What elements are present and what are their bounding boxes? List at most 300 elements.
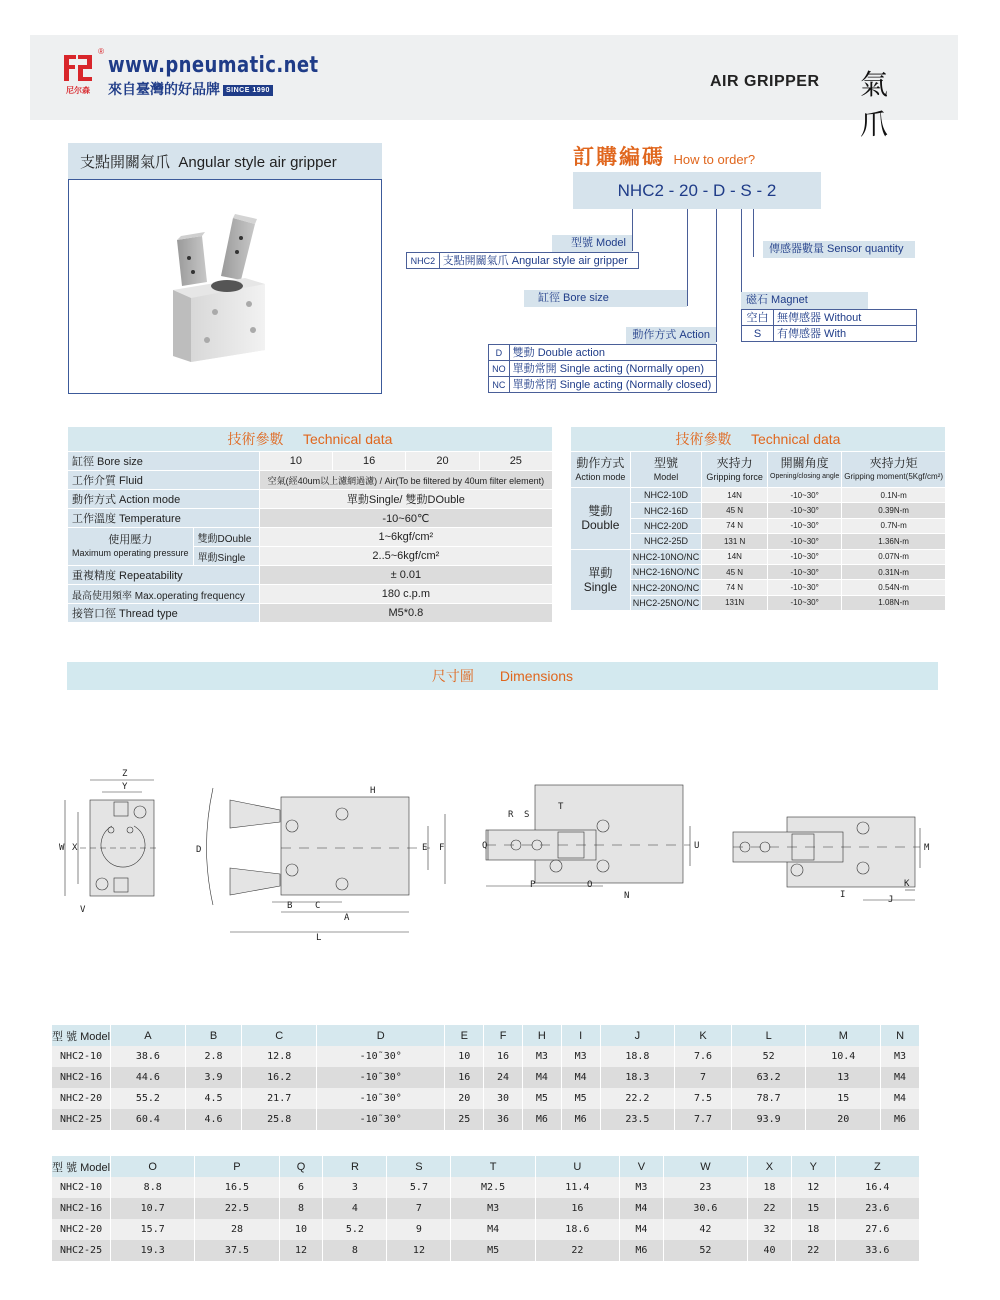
force-cell: 45 N [702, 503, 768, 518]
value-cell: 22 [535, 1240, 619, 1261]
column-header: K [675, 1025, 732, 1046]
connector-line [687, 209, 688, 306]
magnet-key: S [742, 326, 774, 342]
value-cell: 4.5 [185, 1088, 242, 1109]
value-cell: 37.5 [195, 1240, 279, 1261]
value-cell: 7 [675, 1067, 732, 1088]
action-group [571, 549, 631, 611]
pressure-double-label: 雙動DOuble [193, 528, 259, 547]
tech-row [68, 490, 553, 509]
col-cn: 夾持力 [716, 455, 753, 470]
angle-cell: -10~30° [768, 549, 842, 564]
tech2-title-cn: 技術參數 [675, 431, 732, 447]
col-en: Gripping moment(5Kgf/cm²) [844, 471, 943, 481]
column-header: R [323, 1156, 387, 1177]
value-cell: 2.8 [185, 1046, 242, 1067]
col-cn: 型號 [653, 455, 678, 470]
value-cell: M3 [561, 1046, 600, 1067]
pressure-label [68, 528, 194, 566]
value-cell: 10.7 [111, 1198, 195, 1219]
value-cell: M5 [522, 1088, 561, 1109]
value-cell: 52 [731, 1046, 806, 1067]
tech-data-table [67, 426, 553, 623]
pressure-row [68, 528, 553, 547]
bore-tag: 缸徑 Bore size [524, 290, 687, 307]
sensor-tag: 傳感器數量 Sensor quantity [763, 241, 915, 258]
tech-value: -10~60℃ [259, 509, 552, 528]
value-cell: 44.6 [111, 1067, 186, 1088]
angle-cell: -10~30° [768, 580, 842, 595]
table-row [52, 1177, 920, 1198]
value-cell: 25.8 [242, 1109, 317, 1130]
value-cell: M5 [451, 1240, 535, 1261]
column-header: A [111, 1025, 186, 1046]
col-action [571, 452, 631, 488]
product-title-en: Angular style air gripper [178, 154, 337, 171]
drawing-label-a: A [344, 913, 350, 923]
value-cell: M4 [561, 1067, 600, 1088]
column-header: I [561, 1025, 600, 1046]
value-cell: 3 [323, 1177, 387, 1198]
column-header: D [317, 1025, 445, 1046]
tech2-title-row [571, 427, 946, 452]
drawing-label-f: F [439, 843, 445, 853]
tech-row [68, 471, 553, 490]
bore-value: 25 [479, 452, 552, 471]
value-cell: 93.9 [731, 1109, 806, 1130]
bore-value: 10 [259, 452, 332, 471]
value-cell: M6 [881, 1109, 920, 1130]
drawing-label-r: R [508, 810, 514, 820]
angle-cell: -10~30° [768, 518, 842, 533]
table-row [52, 1109, 920, 1130]
action-key: D [489, 345, 510, 361]
drawing-label-d: D [196, 845, 202, 855]
drawing-label-s: S [524, 810, 530, 820]
slogan-text: 來自臺灣的好品牌 [108, 81, 220, 97]
col-cn: 動作方式 [576, 455, 625, 470]
column-header: N [881, 1025, 920, 1046]
model-cell: NHC2-16 [52, 1198, 111, 1219]
value-cell: 42 [663, 1219, 747, 1240]
column-header: O [111, 1156, 195, 1177]
pressure-single-value: 2..5~6kgf/cm² [259, 547, 552, 566]
column-header: V [619, 1156, 663, 1177]
dim-table-header [52, 1025, 920, 1046]
column-header: C [242, 1025, 317, 1046]
drawing-label-m: M [924, 843, 930, 853]
col-cn: 開關角度 [780, 455, 829, 470]
value-cell: -10˜30° [317, 1046, 445, 1067]
value-cell: M6 [561, 1109, 600, 1130]
tech-title-cn: 技術參數 [227, 431, 284, 447]
connector-line [753, 209, 754, 257]
dimensions-title-en: Dimensions [499, 668, 574, 684]
column-header: Q [279, 1156, 323, 1177]
value-cell: 18.8 [600, 1046, 675, 1067]
group-en: Single [583, 579, 618, 594]
model-cell: NHC2-16D [630, 503, 702, 518]
moment-cell: 0.07N-m [842, 549, 946, 564]
action-group [571, 488, 631, 550]
value-cell: 16 [445, 1067, 484, 1088]
product-title [68, 143, 382, 179]
col-en: Action mode [575, 471, 626, 482]
value-cell: 18 [748, 1177, 792, 1198]
moment-cell: 0.54N-m [842, 580, 946, 595]
value-cell: 13 [806, 1067, 881, 1088]
angle-cell: -10~30° [768, 595, 842, 610]
column-header: U [535, 1156, 619, 1177]
tech-value: 空氣(經40um以上濾網過濾) / Air(To be filtered by 40um filter element) [259, 471, 552, 490]
header-title-cn: 氣爪 [860, 69, 911, 140]
action-row [489, 377, 717, 393]
order-title [573, 141, 755, 171]
tech-value: M5*0.8 [259, 604, 552, 623]
value-cell: 38.6 [111, 1046, 186, 1067]
col-angle [768, 452, 842, 488]
drawing-label-j: J [888, 895, 894, 905]
force-cell: 14N [702, 549, 768, 564]
value-cell: 23 [663, 1177, 747, 1198]
value-cell: 63.2 [731, 1067, 806, 1088]
value-cell: M3 [881, 1046, 920, 1067]
drawing-label-n: N [624, 891, 630, 901]
value-cell: 7 [387, 1198, 451, 1219]
force-cell: 131 N [702, 534, 768, 549]
value-cell: -10˜30° [317, 1109, 445, 1130]
drawing-label-y: Y [122, 782, 128, 792]
value-cell: 27.6 [835, 1219, 919, 1240]
value-cell: 16.2 [242, 1067, 317, 1088]
drawing-label-l: L [316, 933, 322, 943]
dimension-drawings [50, 760, 950, 945]
drawing-label-p: P [530, 880, 536, 890]
value-cell: 20 [806, 1109, 881, 1130]
model-header: 型 號 Model [52, 1156, 111, 1177]
model-cell: NHC2-25 [52, 1109, 111, 1130]
model-cell: NHC2-25 [52, 1240, 111, 1261]
magnet-key: 空白 [742, 310, 774, 326]
table-row [52, 1240, 920, 1261]
value-cell: 23.5 [600, 1109, 675, 1130]
magnet-desc: 無傳感器 Without [774, 310, 917, 326]
model-cell: NHC2-10 [52, 1177, 111, 1198]
moment-cell: 0.39N-m [842, 503, 946, 518]
value-cell: 23.6 [835, 1198, 919, 1219]
value-cell: M6 [522, 1109, 561, 1130]
value-cell: 33.6 [835, 1240, 919, 1261]
value-cell: 4 [323, 1198, 387, 1219]
model-cell: NHC2-20 [52, 1219, 111, 1240]
model-cell: NHC2-25D [630, 534, 702, 549]
action-table [488, 344, 717, 393]
value-cell: 8 [279, 1198, 323, 1219]
moment-cell: 0.7N-m [842, 518, 946, 533]
column-header: F [484, 1025, 523, 1046]
dimensions-title [67, 662, 938, 690]
moment-cell: 1.36N-m [842, 534, 946, 549]
value-cell: 15.7 [111, 1219, 195, 1240]
model-cell: NHC2-20NO/NC [630, 580, 702, 595]
col-en: Opening/closing angle [770, 472, 840, 480]
table-row [52, 1198, 920, 1219]
bore-row [68, 452, 553, 471]
value-cell: 21.7 [242, 1088, 317, 1109]
value-cell: 12 [279, 1240, 323, 1261]
value-cell: M2.5 [451, 1177, 535, 1198]
tech-label: 重複精度 Repeatability [68, 566, 260, 585]
logo-icon: ® 尼尔森 [60, 51, 96, 95]
value-cell: M4 [619, 1219, 663, 1240]
column-header: J [600, 1025, 675, 1046]
value-cell: 7.6 [675, 1046, 732, 1067]
value-cell: 8.8 [111, 1177, 195, 1198]
angle-cell: -10~30° [768, 564, 842, 579]
value-cell: 36 [484, 1109, 523, 1130]
model-cell: NHC2-10D [630, 488, 702, 503]
value-cell: -10˜30° [317, 1088, 445, 1109]
col-moment [842, 452, 946, 488]
group-en: Double [581, 518, 620, 533]
model-desc: 支點開關氣爪 Angular style air gripper [439, 253, 638, 269]
model-cell: NHC2-20 [52, 1088, 111, 1109]
pressure-label-cn: 使用壓力 [108, 533, 153, 546]
order-title-cn: 訂購編碼 [573, 146, 665, 169]
value-cell: 30.6 [663, 1198, 747, 1219]
value-cell: 5.7 [387, 1177, 451, 1198]
drawing-label-z: Z [122, 769, 128, 779]
drawing-label-k: K [904, 879, 910, 889]
model-table [406, 252, 639, 269]
pressure-label-en: Maximum operating pressure [72, 547, 189, 558]
magnet-desc: 有傳感器 With [774, 326, 917, 342]
model-cell: NHC2-25NO/NC [630, 595, 702, 610]
value-cell: 20 [445, 1088, 484, 1109]
value-cell: 12 [387, 1240, 451, 1261]
value-cell: 16.4 [835, 1177, 919, 1198]
tech-value: ± 0.01 [259, 566, 552, 585]
tech-row [68, 566, 553, 585]
value-cell: M3 [451, 1198, 535, 1219]
drawing-label-h: H [370, 786, 376, 796]
value-cell: M4 [619, 1198, 663, 1219]
pressure-single-label: 單動Single [193, 547, 259, 566]
column-header: M [806, 1025, 881, 1046]
action-key: NO [489, 361, 510, 377]
column-header: B [185, 1025, 242, 1046]
tech2-body [571, 488, 946, 611]
force-cell: 74 N [702, 518, 768, 533]
value-cell: 11.4 [535, 1177, 619, 1198]
action-tag: 動作方式 Action [626, 327, 716, 344]
action-desc: 單動常閉 Single acting (Normally closed) [509, 377, 716, 393]
model-cell: NHC2-10 [52, 1046, 111, 1067]
value-cell: 25 [445, 1109, 484, 1130]
column-header: P [195, 1156, 279, 1177]
column-header: W [663, 1156, 747, 1177]
magnet-table [741, 309, 917, 342]
value-cell: 16 [484, 1046, 523, 1067]
value-cell: 16.5 [195, 1177, 279, 1198]
value-cell: 4.6 [185, 1109, 242, 1130]
value-cell: 15 [791, 1198, 835, 1219]
tech-label: 最高使用頻率 Max.operating frequency [68, 585, 260, 604]
dimensions-title-cn: 尺寸圖 [431, 668, 474, 684]
value-cell: 18 [791, 1219, 835, 1240]
magnet-tag: 磁石 Magnet [741, 292, 868, 309]
logo-slogan [108, 79, 273, 99]
column-header: L [731, 1025, 806, 1046]
column-header: S [387, 1156, 451, 1177]
column-header: Y [791, 1156, 835, 1177]
tech-value: 180 c.p.m [259, 585, 552, 604]
model-cell: NHC2-10NO/NC [630, 549, 702, 564]
tech2-row [571, 488, 946, 503]
col-en: Gripping force [706, 471, 763, 482]
bore-value: 20 [406, 452, 479, 471]
action-key: NC [489, 377, 510, 393]
product-image [68, 179, 382, 394]
value-cell: 3.9 [185, 1067, 242, 1088]
bore-label: 缸徑 Bore size [68, 452, 260, 471]
drawing-label-o: O [587, 880, 593, 890]
connector-line [632, 209, 633, 251]
tech2-header-row [571, 452, 946, 488]
page-header [30, 35, 958, 140]
dimension-table-2 [52, 1156, 920, 1261]
model-key: NHC2 [407, 253, 440, 269]
moment-cell: 0.31N-m [842, 564, 946, 579]
value-cell: M3 [619, 1177, 663, 1198]
value-cell: 78.7 [731, 1088, 806, 1109]
drawing-label-w: W [59, 843, 65, 853]
tech-title-row [68, 427, 553, 452]
drawing-label-q: Q [482, 841, 488, 851]
dimension-table-1 [52, 1025, 920, 1130]
logo-brand-cn: 尼尔森 [66, 86, 90, 95]
model-tag: 型號 Model [552, 235, 632, 252]
value-cell: 18.3 [600, 1067, 675, 1088]
col-cn: 夾持力矩 [869, 455, 918, 470]
value-cell: M4 [522, 1067, 561, 1088]
value-cell: M4 [881, 1067, 920, 1088]
value-cell: 32 [748, 1219, 792, 1240]
angle-cell: -10~30° [768, 488, 842, 503]
model-cell: NHC2-16 [52, 1067, 111, 1088]
since-badge: SINCE 1990 [223, 85, 273, 96]
connector-line [716, 209, 717, 342]
dim-table-body [52, 1177, 920, 1261]
action-desc: 雙動 Double action [509, 345, 716, 361]
action-row [489, 345, 717, 361]
drawing-label-c: C [315, 901, 321, 911]
value-cell: 22.2 [600, 1088, 675, 1109]
value-cell: 22 [748, 1198, 792, 1219]
table-row [52, 1219, 920, 1240]
col-force [702, 452, 768, 488]
value-cell: 12.8 [242, 1046, 317, 1067]
value-cell: 9 [387, 1219, 451, 1240]
value-cell: 8 [323, 1240, 387, 1261]
drawing-label-b: B [287, 901, 293, 911]
dim-table-body [52, 1046, 920, 1130]
value-cell: 7.7 [675, 1109, 732, 1130]
tech2-title-en: Technical data [750, 431, 841, 447]
header-title-en: AIR GRIPPER [710, 73, 820, 90]
magnet-row [742, 326, 917, 342]
value-cell: 10.4 [806, 1046, 881, 1067]
value-cell: 5.2 [323, 1219, 387, 1240]
value-cell: 28 [195, 1219, 279, 1240]
table-row [52, 1046, 920, 1067]
drawing-label-e: E [422, 843, 428, 853]
group-cn: 單動 [588, 565, 613, 580]
value-cell: 40 [748, 1240, 792, 1261]
value-cell: M4 [881, 1088, 920, 1109]
col-en: Model [653, 471, 679, 482]
action-row [489, 361, 717, 377]
model-cell: NHC2-16NO/NC [630, 564, 702, 579]
force-cell: 45 N [702, 564, 768, 579]
force-cell: 131N [702, 595, 768, 610]
value-cell: 55.2 [111, 1088, 186, 1109]
value-cell: 12 [791, 1177, 835, 1198]
drawing-label-i: I [840, 890, 846, 900]
value-cell: M6 [619, 1240, 663, 1261]
tech-label: 接管口徑 Thread type [68, 604, 260, 623]
order-title-en: How to order? [673, 152, 756, 167]
value-cell: 7.5 [675, 1088, 732, 1109]
value-cell: 52 [663, 1240, 747, 1261]
value-cell: 16 [535, 1198, 619, 1219]
group-cn: 雙動 [588, 504, 613, 519]
tech-row [68, 585, 553, 604]
drawing-label-x: X [72, 843, 78, 853]
value-cell: M4 [451, 1219, 535, 1240]
tech-label: 工作溫度 Temperature [68, 509, 260, 528]
bore-value: 16 [333, 452, 406, 471]
moment-cell: 0.1N-m [842, 488, 946, 503]
tech2-row [571, 549, 946, 564]
value-cell: 22.5 [195, 1198, 279, 1219]
product-title-cn: 支點開關氣爪 [80, 154, 171, 171]
drawing-label-v: V [80, 905, 86, 915]
value-cell: 6 [279, 1177, 323, 1198]
order-code: NHC2 - 20 - D - S - 2 [573, 172, 821, 209]
angle-cell: -10~30° [768, 503, 842, 518]
tech-value: 單動Single/ 雙動DOuble [259, 490, 552, 509]
column-header: X [748, 1156, 792, 1177]
tech-row [68, 509, 553, 528]
model-row [407, 253, 639, 269]
value-cell: 30 [484, 1088, 523, 1109]
drawing-label-u: U [694, 841, 700, 851]
value-cell: 15 [806, 1088, 881, 1109]
action-desc: 單動常開 Single acting (Normally open) [509, 361, 716, 377]
tech-row [68, 604, 553, 623]
angle-cell: -10~30° [768, 534, 842, 549]
pressure-double-value: 1~6kgf/cm² [259, 528, 552, 547]
table-row [52, 1088, 920, 1109]
value-cell: 10 [445, 1046, 484, 1067]
logo-url: www.pneumatic.net [108, 53, 319, 78]
value-cell: 60.4 [111, 1109, 186, 1130]
column-header: T [451, 1156, 535, 1177]
tech2-title [571, 427, 946, 452]
moment-cell: 1.08N-m [842, 595, 946, 610]
value-cell: 18.6 [535, 1219, 619, 1240]
